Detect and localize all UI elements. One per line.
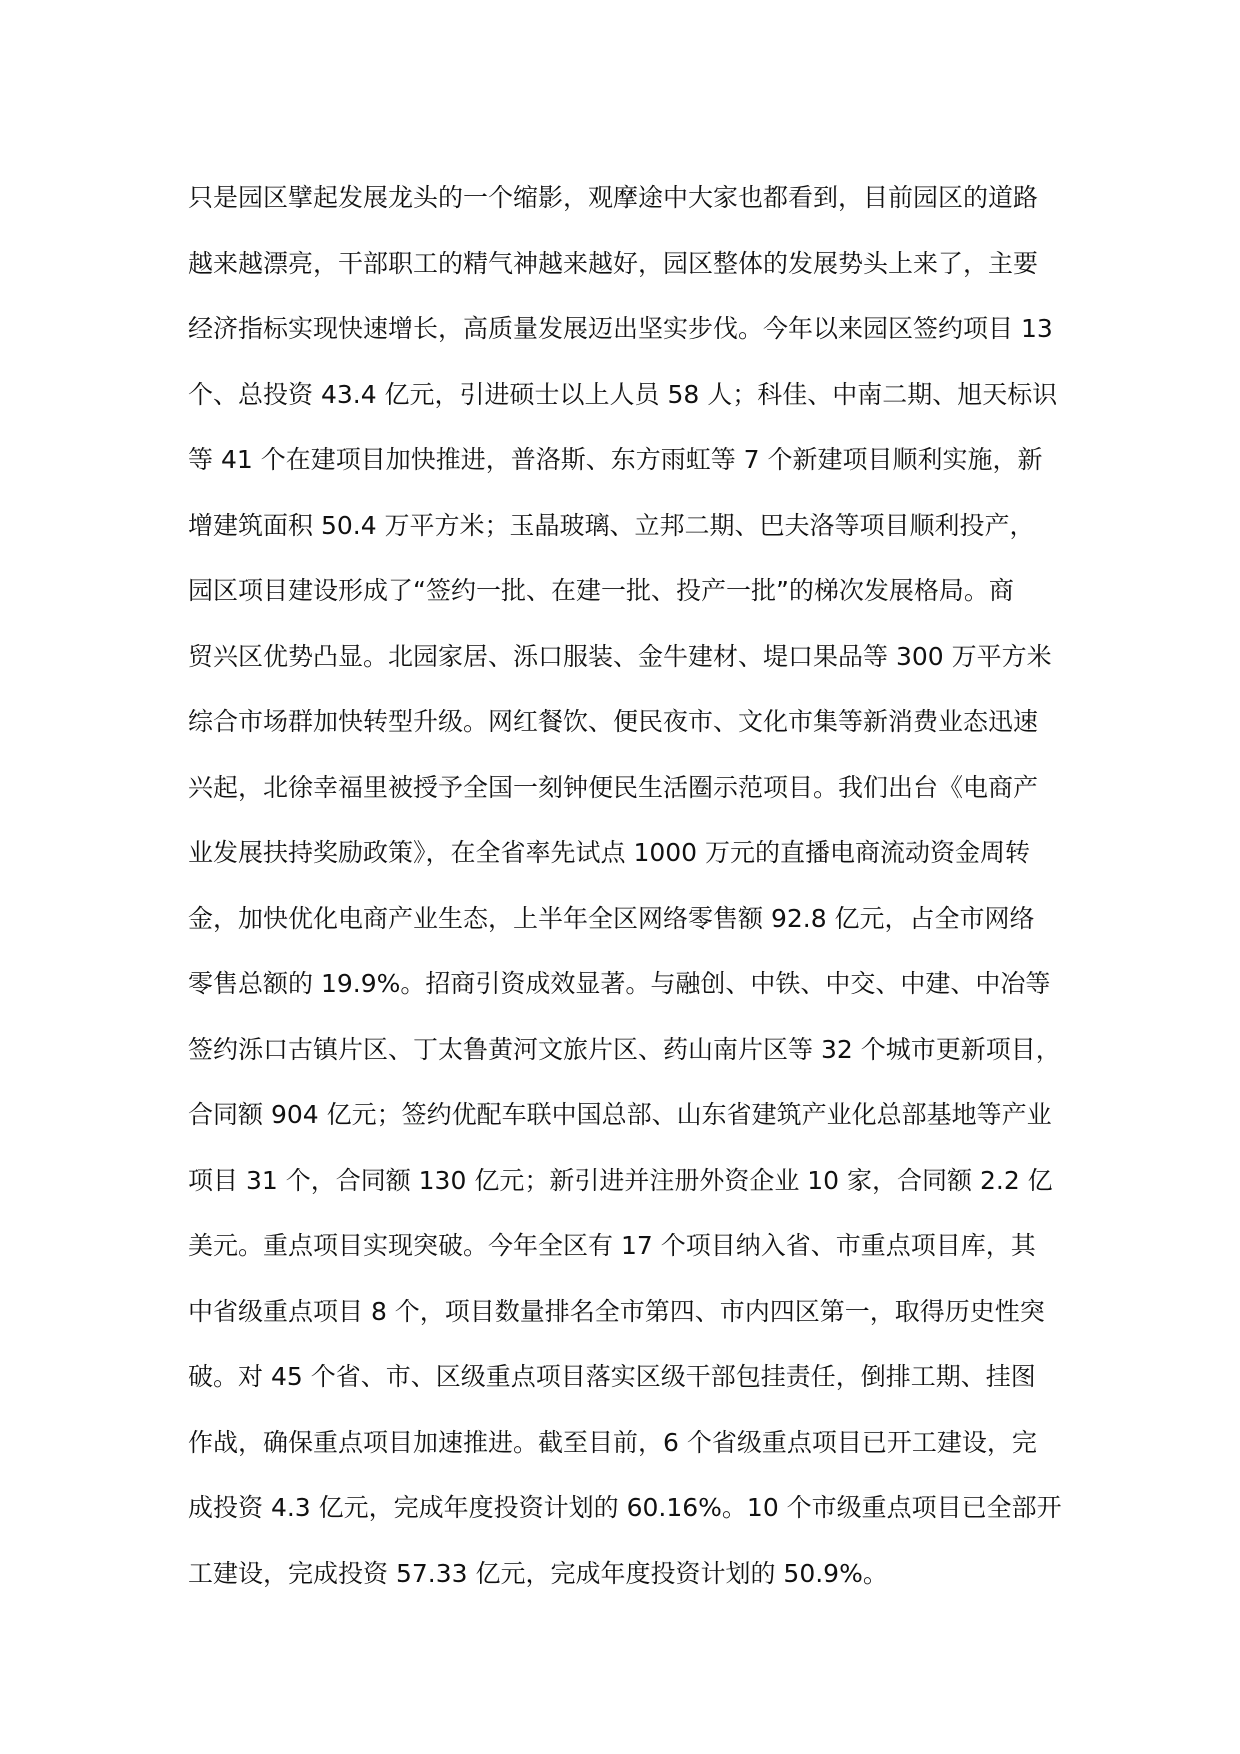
- text-line: 金，加快优化电商产业生态，上半年全区网络零售额 92.8 亿元，占全市网络: [188, 903, 1035, 933]
- text-line: 个、总投资 43.4 亿元，引进硕士以上人员 58 人；科佳、中南二期、旭天标识: [188, 379, 1058, 409]
- text-line: 兴起，北徐幸福里被授予全国一刻钟便民生活圈示范项目。我们出台《电商产: [188, 772, 1039, 802]
- text-line: 经济指标实现快速增长，高质量发展迈出坚实步伐。今年以来园区签约项目 13: [188, 314, 1053, 343]
- text-line: 贸兴区优势凸显。北园家居、泺口服装、金牛建材、堤口果品等 300 万平方米: [188, 641, 1052, 671]
- text-line: 成投资 4.3 亿元，完成年度投资计划的 60.16%。10 个市级重点项目已全部开: [188, 1493, 1062, 1522]
- text-line: 破。对 45 个省、市、区级重点项目落实区级干部包挂责任，倒排工期、挂图: [188, 1362, 1036, 1391]
- text-line: 只是园区擘起发展龙头的一个缩影，观摩途中大家也都看到，目前园区的道路: [188, 183, 1039, 212]
- text-line: 美元。重点项目实现突破。今年全区有 17 个项目纳入省、市重点项目库，其: [188, 1231, 1036, 1260]
- text-line: 零售总额的 19.9%。招商引资成效显著。与融创、中铁、中交、中建、中冶等: [188, 969, 1051, 998]
- text-line: 作战，确保重点项目加速推进。截至目前，6 个省级重点项目已开工建设，完: [188, 1427, 1037, 1457]
- text-line: 项目 31 个，合同额 130 亿元；新引进并注册外资企业 10 家，合同额 2.2 亿: [188, 1165, 1053, 1195]
- text-line: 业发展扶持奖励政策》，在全省率先试点 1000 万元的直播电商流动资金周转: [188, 838, 1031, 867]
- text-line: 园区项目建设形成了“签约一批、在建一批、投产一批”的梯次发展格局。商: [188, 576, 1014, 605]
- text-line: 签约泺口古镇片区、丁太鲁黄河文旅片区、药山南片区等 32 个城市更新项目，: [188, 1034, 1061, 1064]
- text-line: 越来越漂亮，干部职工的精气神越来越好，园区整体的发展势头上来了，主要: [188, 248, 1039, 278]
- text-line: 等 41 个在建项目加快推进，普洛斯、东方雨虹等 7 个新建项目顺利实施，新: [188, 445, 1043, 474]
- text-line: 合同额 904 亿元；签约优配车联中国总部、山东省建筑产业化总部基地等产业: [188, 1100, 1052, 1129]
- text-line: 增建筑面积 50.4 万平方米；玉晶玻璃、立邦二期、巴夫洛等项目顺利投产，: [188, 510, 1035, 540]
- body-paragraph: [188, 174, 1068, 1615]
- text-line: 综合市场群加快转型升级。网红餐饮、便民夜市、文化市集等新消费业态迅速: [188, 707, 1039, 736]
- text-line: 工建设，完成投资 57.33 亿元，完成年度投资计划的 50.9%。: [188, 1558, 888, 1588]
- text-line: 中省级重点项目 8 个，项目数量排名全市第四、市内四区第一，取得历史性突: [188, 1296, 1045, 1326]
